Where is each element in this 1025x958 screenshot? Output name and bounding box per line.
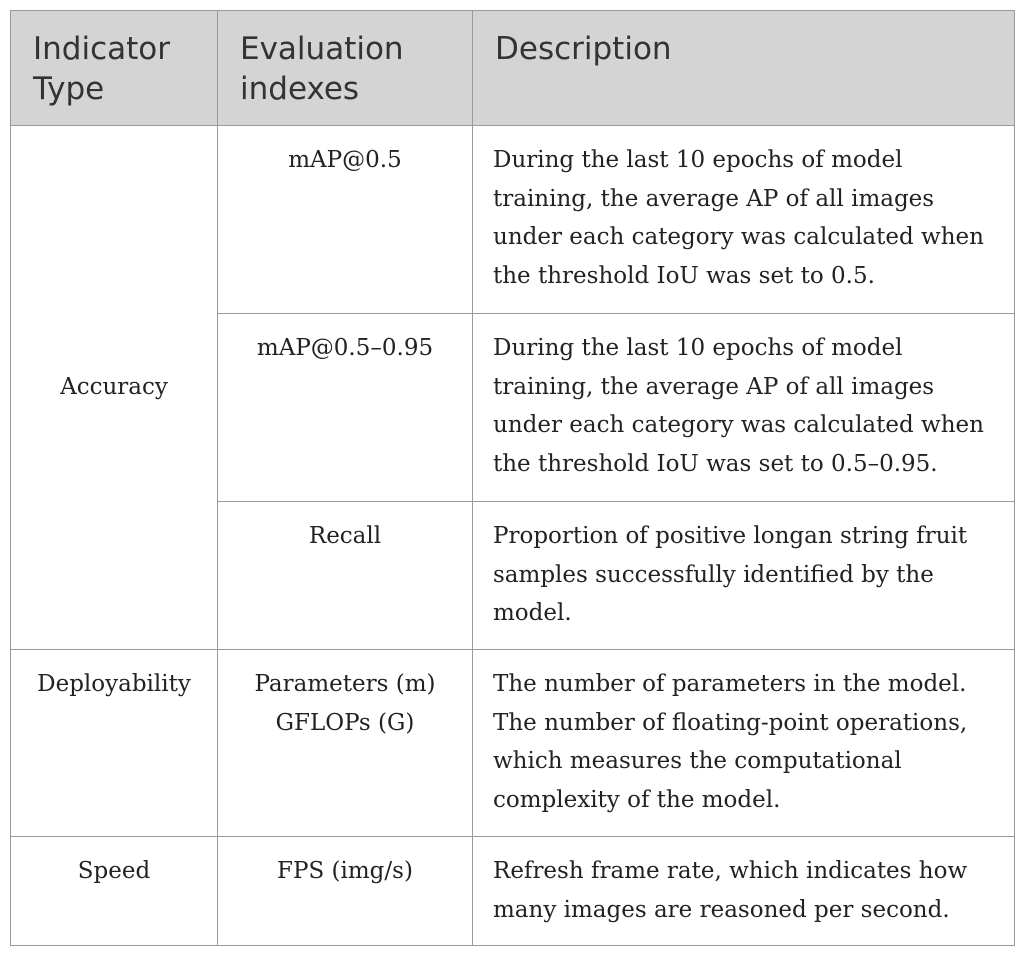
table-row [11,837,1015,946]
header-row [11,11,1015,126]
header-description: Description [473,11,1015,126]
description-parameters: The number of parameters in the model. [493,671,967,697]
index-parameters: Parameters (m) [254,671,436,697]
description-fps: Refresh frame rate, which indicates how many images are reasoned per second. [473,837,1015,946]
indicator-type-accuracy: Accuracy [11,126,218,650]
index-map50: mAP@0.5 [218,126,473,314]
index-recall: Recall [218,502,473,650]
description-gflops: The number of floating-point operations, which measures the computational complexity of the model. [493,709,968,813]
evaluation-indexes-table [10,10,1015,946]
indicator-type-speed: Speed [11,837,218,946]
description-map50: During the last 10 epochs of model training, the average AP of all images under each category was calculated when the threshold IoU was set to 0.5. [473,126,1015,314]
description-recall: Proportion of positive longan string fruit samples successfully identified by the model. [473,502,1015,650]
indicator-type-deployability: Deployability [11,650,218,837]
index-parameters-gflops [218,650,473,837]
table-row [11,126,1015,314]
index-map50-95: mAP@0.5–0.95 [218,314,473,502]
index-fps: FPS (img/s) [218,837,473,946]
index-gflops: GFLOPs (G) [275,709,415,736]
table-header [11,11,1015,126]
description-deployability [473,650,1015,837]
header-indicator-type: Indicator Type [11,11,218,126]
description-map50-95: During the last 10 epochs of model training, the average AP of all images under each category was calculated when the threshold IoU was set to 0.5–0.95. [473,314,1015,502]
header-evaluation-indexes: Evaluation indexes [218,11,473,126]
table-row [11,650,1015,837]
table-body [11,126,1015,946]
